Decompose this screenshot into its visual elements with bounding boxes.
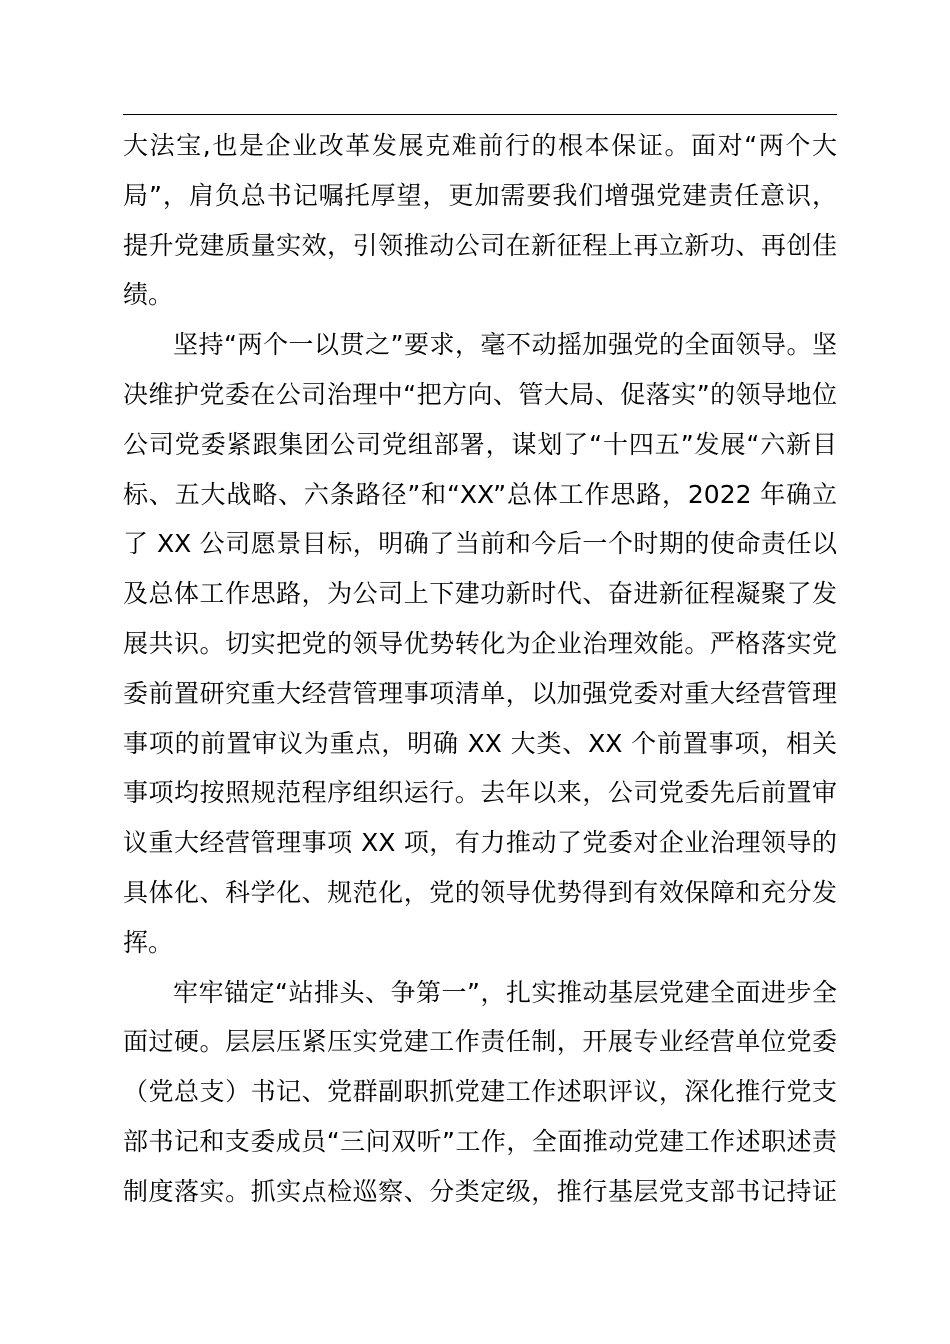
text-line: 标、五大战略、六条路径”和“XX”总体工作思路，2022 年确立 <box>123 479 837 509</box>
text-line: 及总体工作思路，为公司上下建功新时代、奋进新征程凝聚了发 <box>123 579 837 609</box>
text-line: 议重大经营管理事项 XX 项，有力推动了党委对企业治理领导的 <box>123 828 837 858</box>
text-line: 大法宝,也是企业改革发展克难前行的根本保证。面对“两个大 <box>123 131 837 160</box>
text-line: 挥。 <box>123 927 174 957</box>
text-line: 制度落实。抓实点检巡察、分类定级，推行基层党支部书记持证 <box>123 1176 837 1206</box>
paragraph <box>123 121 837 320</box>
text-line: （党总支）书记、党群副职抓党建工作述职评议，深化推行党支 <box>123 1077 837 1107</box>
text-line: 提升党建质量实效，引领推动公司在新征程上再立新功、再创佳 <box>123 230 837 260</box>
text-line: 面过硬。层层压紧压实党建工作责任制，开展专业经营单位党委 <box>123 1027 837 1057</box>
text-line: 决维护党委在公司治理中“把方向、管大局、促落实”的领导地位 <box>123 379 837 409</box>
text-line: 部书记和支委成员“三问双听”工作，全面推动党建工作述职述责 <box>123 1126 837 1156</box>
text-line: 公司党委紧跟集团公司党组部署，谋划了“十四五”发展“六新目 <box>123 429 837 459</box>
text-line: 绩。 <box>123 280 174 310</box>
text-line: 了 XX 公司愿景目标，明确了当前和今后一个时期的使命责任以 <box>123 529 837 559</box>
text-line: 局”，肩负总书记嘱托厚望，更加需要我们增强党建责任意识， <box>123 180 837 210</box>
body-text <box>123 121 837 1217</box>
text-line: 展共识。切实把党的领导优势转化为企业治理效能。严格落实党 <box>123 628 837 658</box>
paragraph <box>123 320 837 967</box>
header-rule <box>123 114 837 115</box>
text-line: 牢牢锚定“站排头、争第一”，扎实推动基层党建全面进步全 <box>173 977 837 1007</box>
text-line: 坚持“两个一以贯之”要求，毫不动摇加强党的全面领导。坚 <box>173 330 837 360</box>
paragraph <box>123 968 837 1217</box>
text-line: 事项均按照规范程序组织运行。去年以来，公司党委先后前置审 <box>123 778 837 808</box>
text-line: 事项的前置审议为重点，明确 XX 大类、XX 个前置事项，相关 <box>123 728 837 758</box>
text-line: 委前置研究重大经营管理事项清单，以加强党委对重大经营管理 <box>123 678 837 708</box>
text-line: 具体化、科学化、规范化，党的领导优势得到有效保障和充分发 <box>123 877 837 907</box>
